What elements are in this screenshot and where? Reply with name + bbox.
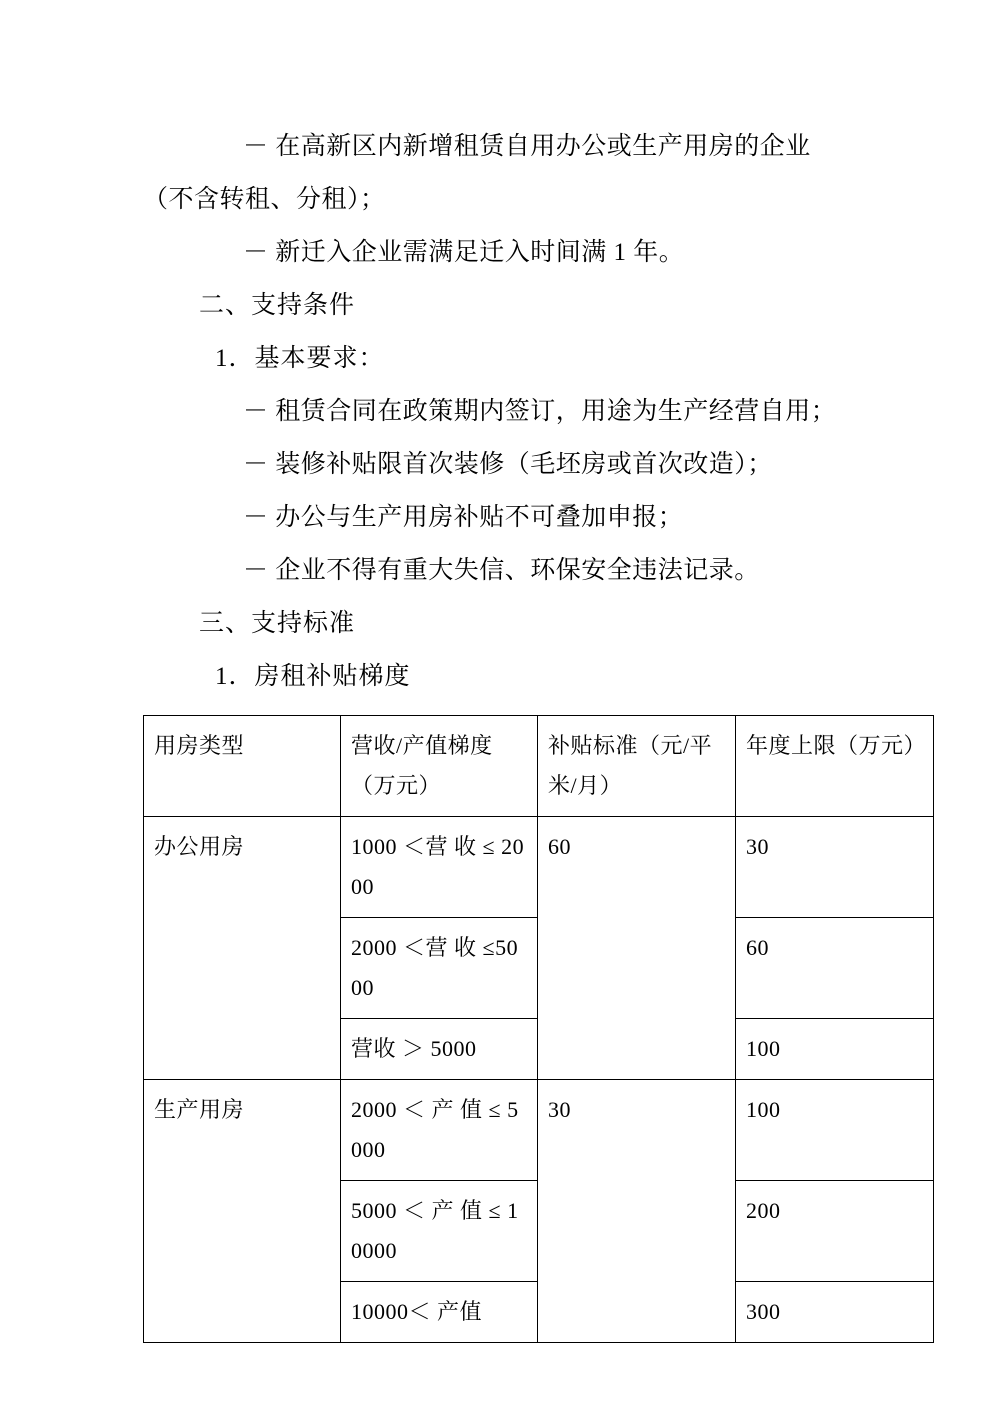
table-header-property-type: 用房类型: [144, 716, 341, 817]
rent-subsidy-table: [143, 715, 934, 1343]
table-row: [144, 817, 934, 918]
cell-tier-range: 2000 ＜ 产 值 ≤ 5000: [341, 1080, 538, 1181]
heading-support-standards: 三、支持标准: [199, 610, 356, 637]
cell-annual-cap: 200: [736, 1181, 934, 1282]
cell-subsidy-standard-office: 60: [538, 817, 736, 1080]
cell-tier-range: 2000 ＜营 收 ≤5000: [341, 918, 538, 1019]
bullet-no-stacking: － 办公与生产用房补贴不可叠加申报；: [243, 504, 684, 531]
cell-property-type-production: 生产用房: [144, 1080, 341, 1343]
paragraph-lease-new-office: － 在高新区内新增租赁自用办公或生产用房的企业: [243, 133, 811, 160]
table-row: [144, 1080, 934, 1181]
cell-annual-cap: 100: [736, 1080, 934, 1181]
cell-tier-range: 营收 ＞ 5000: [341, 1019, 538, 1080]
cell-annual-cap: 100: [736, 1019, 934, 1080]
subheading-basic-requirements: 1．基本要求：: [215, 345, 385, 372]
paragraph-relocation-requirement: － 新迁入企业需满足迁入时间满 1 年。: [243, 239, 685, 266]
table-header-subsidy-standard: 补贴标准（元/平米/月）: [538, 716, 736, 817]
table-header-annual-cap: 年度上限（万元）: [736, 716, 934, 817]
heading-support-conditions: 二、支持条件: [199, 292, 356, 319]
table-header-row: [144, 716, 934, 817]
cell-annual-cap: 60: [736, 918, 934, 1019]
cell-property-type-office: 办公用房: [144, 817, 341, 1080]
bullet-no-violations: － 企业不得有重大失信、环保安全违法记录。: [243, 557, 760, 584]
bullet-renovation-subsidy: － 装修补贴限首次装修（毛坯房或首次改造）；: [243, 451, 773, 478]
cell-tier-range: 1000 ＜营 收 ≤ 2000: [341, 817, 538, 918]
subheading-rent-subsidy-tiers: 1．房租补贴梯度: [215, 663, 411, 690]
cell-annual-cap: 300: [736, 1282, 934, 1343]
cell-tier-range: 5000 ＜ 产 值 ≤ 10000: [341, 1181, 538, 1282]
cell-annual-cap: 30: [736, 817, 934, 918]
cell-subsidy-standard-production: 30: [538, 1080, 736, 1343]
paragraph-lease-exclusion: （不含转租、分租）；: [143, 186, 386, 213]
cell-tier-range: 10000＜ 产值: [341, 1282, 538, 1343]
bullet-contract-signed: － 租赁合同在政策期内签订，用途为生产经营自用；: [243, 398, 837, 425]
document-body: [143, 120, 927, 1343]
table-header-revenue-tier: 营收/产值梯度（万元）: [341, 716, 538, 817]
